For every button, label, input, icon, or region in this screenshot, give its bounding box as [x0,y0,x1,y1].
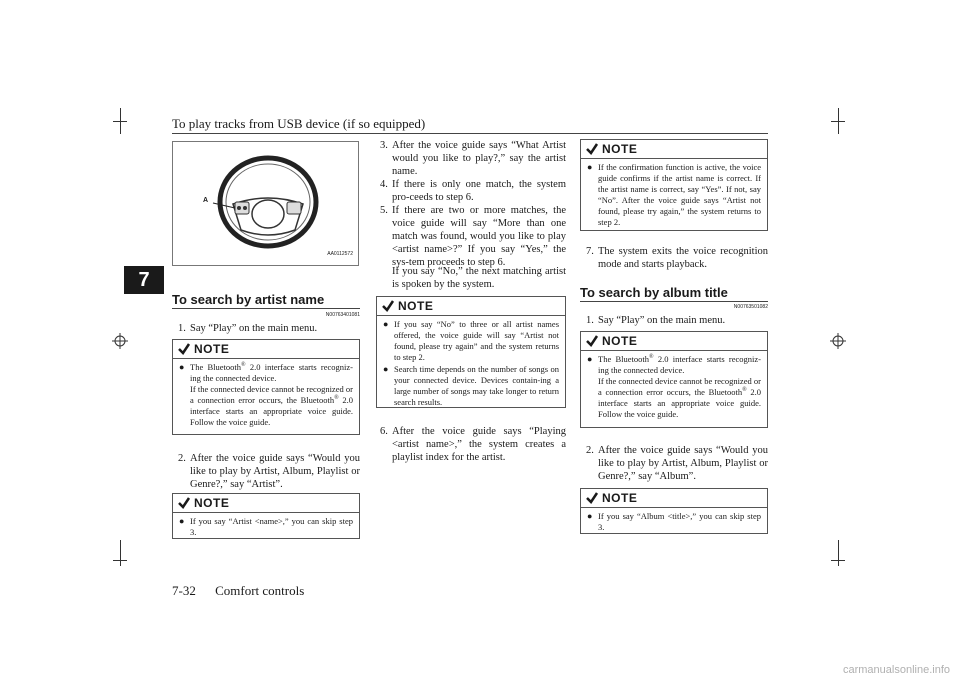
section-heading-artist: To search by artist name [172,292,325,307]
step-3 [380,139,566,178]
check-icon [585,334,599,348]
note-header [581,140,767,159]
bullet-text: The Bluetooth [598,354,650,364]
bullet-text: If the confirmation function is active, the voice guide confirms if the artist name is correct. If the artist name is correct, say “Yes”. If not, say “No”. After the voice guide says “Artist not found, please try again,” the system returns to step 2. [598,162,761,227]
note-box [580,331,768,428]
bullet-text: If you say “Artist <name>,” you can skip step 3. [190,516,353,537]
note-box [580,488,768,534]
bullet-text: Search time depends on the number of songs on your connected device. Devices contain-ing a large number of songs may take longer to return search results. [394,364,559,407]
note-header [581,489,767,508]
step-2 [586,444,768,483]
bullet-text: The Bluetooth [190,362,242,372]
bullet-text: If you say “No” to three or all artist names offered, the voice guide will say “Artist not found, please try again” and the system returns to step 2. [394,319,559,362]
step-text: After the voice guide says “Would you like to play by Artist, Album, Playlist or Genre?,” say “Album”. [598,445,768,482]
steering-wheel-figure [172,141,359,266]
bullet-icon: ● [587,511,593,521]
step-number: 4. [380,179,388,190]
note-header [173,340,359,359]
figure-code: AA0112572 [327,251,353,257]
note-title: NOTE [194,342,230,356]
note-box [580,139,768,231]
crop-mark [120,540,121,566]
step-number: 6. [380,426,388,437]
step-text: Say “Play” on the main menu. [190,323,318,334]
check-icon [585,142,599,156]
note-bullet [179,362,353,428]
header-rule [172,133,768,134]
step-number: 2. [178,453,186,464]
bullet-icon: ● [179,516,185,526]
registration-mark-right [830,333,846,349]
step-text: After the voice guide says “What Artist would you like to play?,” say the artist name. [392,140,566,177]
bullet-text: If the connected device cannot be recognized or a connection error occurs, the Bluetooth [598,376,761,397]
note-bullet [587,511,761,533]
crop-mark [838,540,839,566]
bullet-text: If the connected device cannot be recognized or a connection error occurs, the Bluetooth [190,384,353,405]
check-icon [381,299,395,313]
note-title: NOTE [602,142,638,156]
step-5 [380,204,566,269]
note-title: NOTE [194,496,230,510]
step-5-continued [392,265,566,291]
check-icon [585,491,599,505]
step-text: If you say “No,” the next matching artist is spoken by the system. [392,266,566,290]
note-box [376,296,566,408]
note-title: NOTE [602,334,638,348]
step-text: Say “Play” on the main menu. [598,315,726,326]
step-6 [380,425,566,464]
crop-mark [113,121,127,122]
bullet-text: If you say “Album <title>,” you can skip step 3. [598,511,761,532]
registered-mark: ® [334,395,339,402]
step-text: After the voice guide says “Would you like to play by Artist, Album, Playlist or Genre?,” say “Artist”. [190,453,360,490]
registered-mark: ® [241,362,246,369]
bullet-text: 2.0 interface starts recogniz-ing the connected device. [190,362,353,383]
note-bullet [179,516,353,538]
page-header-title: To play tracks from USB device (if so equipped) [172,116,426,131]
note-header [377,297,565,316]
figure-label-a: A [203,197,209,204]
step-text: After the voice guide says “Playing <artist name>,” the system creates a playlist index for the artist. [392,426,566,463]
note-header [581,332,767,351]
section-heading-album: To search by album title [580,285,728,300]
bullet-icon: ● [383,364,389,374]
step-1 [178,322,360,335]
reference-code: N00763401081 [325,312,360,318]
bullet-icon: ● [179,362,185,372]
note-box [172,493,360,539]
step-1 [586,314,768,327]
crop-mark [831,121,845,122]
step-text: If there are two or more matches, the voice guide will say “More than one match was found, would you like to play <artist name>?” If you say “Yes,” the sys-tem proceeds to step 6. [392,205,566,268]
bullet-icon: ● [587,162,593,172]
step-number: 2. [586,445,594,456]
crop-mark [113,560,127,561]
registration-mark-left [112,333,128,349]
step-number: 7. [586,246,594,257]
step-7 [586,245,768,271]
section-rule [172,308,360,309]
note-bullet [587,162,761,228]
check-icon [177,496,191,510]
crop-mark [831,560,845,561]
step-number: 3. [380,140,388,151]
registered-mark: ® [742,387,747,394]
check-icon [177,342,191,356]
chapter-tab: 7 [124,266,164,294]
note-bullet [383,364,559,408]
note-title: NOTE [398,299,434,313]
note-box [172,339,360,435]
note-bullet [587,354,761,420]
note-bullet [383,319,559,363]
footer-section: Comfort controls [215,583,305,598]
section-rule [580,301,768,302]
step-4 [380,178,566,204]
step-number: 1. [178,323,186,334]
bullet-text: 2.0 interface starts an appropriate voice guide. Follow the voice guide. [190,395,353,427]
note-header [173,494,359,513]
bullet-icon: ● [383,319,389,329]
page-footer [172,583,320,599]
bullet-icon: ● [587,354,593,364]
step-text: If there is only one match, the system pro-ceeds to step 6. [392,179,566,203]
bullet-text: 2.0 interface starts recogniz-ing the connected device. [598,354,761,375]
step-number: 5. [380,205,388,216]
reference-code: N00763501082 [733,304,768,310]
step-2 [178,452,360,491]
step-text: The system exits the voice recognition mode and starts playback. [598,246,768,270]
bullet-text: 2.0 interface starts an appropriate voice guide. Follow the voice guide. [598,387,761,419]
note-title: NOTE [602,491,638,505]
watermark: carmanualsonline.info [842,664,950,676]
page-number: 7-32 [172,583,196,598]
registered-mark: ® [649,354,654,361]
steering-wheel-illustration [173,142,358,265]
step-number: 1. [586,315,594,326]
